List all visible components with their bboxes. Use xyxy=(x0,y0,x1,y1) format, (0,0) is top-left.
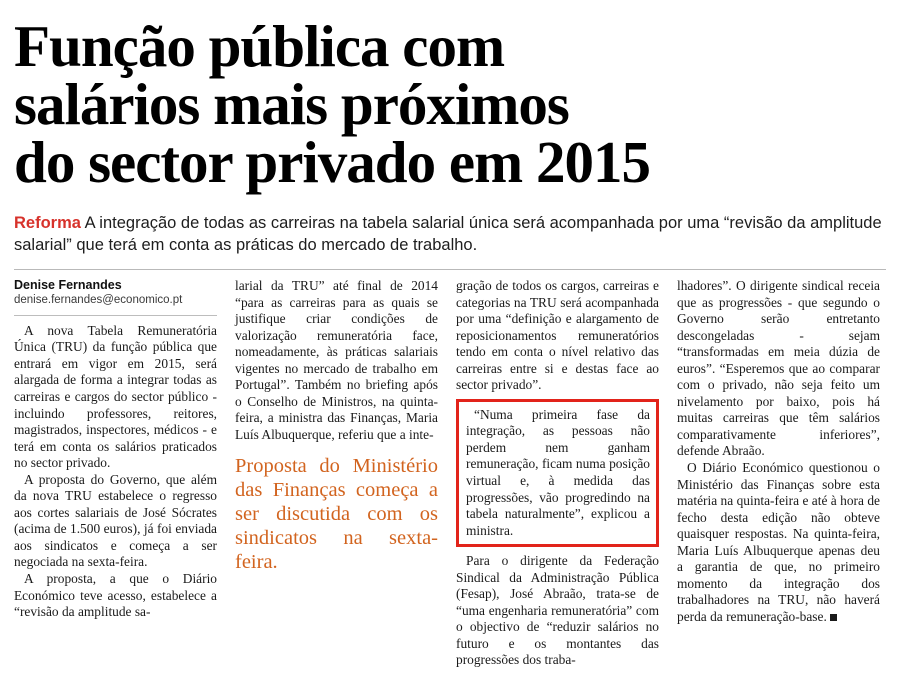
column-3 xyxy=(456,278,659,669)
standfirst-text: A integração de todas as carreiras na tabela salarial única será acompanhada por uma “revisão da amplitude salarial” que terá em conta as práticas do mercado de trabalho. xyxy=(14,214,882,255)
paragraph: larial da TRU” até final de 2014 “para as carreiras para as quais se justifique criar condições de valorização remuneratória face, nomeadamente, às práticas salariais vigentes no mercado de trabalho em Portugal”. Também no briefing após o Conselho de Ministros, na quinta-feira, a ministra das Finanças, Maria Luís Albuquerque, referiu que a inte- xyxy=(235,277,438,442)
pull-quote: Proposta do Ministério das Finanças começa a ser discutida com os sindicatos na sexta-feira. xyxy=(235,455,438,573)
byline-divider xyxy=(14,315,217,316)
headline-line-2: salários mais próximos xyxy=(14,70,569,137)
paragraph: A nova Tabela Remuneratória Única (TRU) da função pública que entrará em vigor em 2015, será alargada de forma a integrar todas as carreiras e cargos do sector público - incluindo professores, reitores, magistrados, inspectores, médicos - e terá em conta os salários praticados no sector privado. xyxy=(14,322,217,471)
highlighted-quote-box xyxy=(456,399,659,547)
column-4 xyxy=(677,278,880,669)
end-mark-icon xyxy=(830,614,837,621)
paragraph: A proposta do Governo, que além da nova TRU estabelece o regresso aos cortes salariais de José Sócrates (acima de 1.500 euros), já foi enviada aos sindicatos e começa a ser negociada na sexta-feira. xyxy=(14,471,217,570)
column-2 xyxy=(235,278,438,669)
standfirst xyxy=(14,213,886,257)
paragraph: A proposta, a que o Diário Económico teve acesso, estabelece a “revisão da amplitude sa- xyxy=(14,570,217,620)
page-title xyxy=(14,13,886,195)
byline-email[interactable]: denise.fernandes@economico.pt xyxy=(14,293,183,306)
byline-author: Denise Fernandes xyxy=(14,277,122,292)
paragraph-text: O Diário Económico questionou o Ministério das Finanças sobre esta matéria na quinta-feira e até à hora de fecho desta edição não obteve quaisquer respostas. Na quinta-feira, Maria Luís Albuquerque apenas deu a garantia de que, no primeiro momento da integração dos trabalhadores na TRU, não haverá perda da remuneração-base. xyxy=(677,459,880,624)
headline-line-3: do sector privado em 2015 xyxy=(14,128,650,195)
article-columns xyxy=(14,278,886,669)
paragraph: Para o dirigente da Federação Sindical da Administração Pública (Fesap), José Abraão, trata-se de “uma engenharia remuneratória” com o objectivo de “reduzir salários no futuro e os montantes das progressões dos traba- xyxy=(456,553,659,668)
kicker-label: Reforma xyxy=(14,214,81,233)
paragraph-final xyxy=(677,460,880,625)
paragraph: “Numa primeira fase da integração, as pessoas não perdem nem ganham remuneração, ficam numa posição virtual e, à medida das progressões, vão progredindo na tabela naturalmente”, explicou a ministra. xyxy=(466,406,650,538)
paragraph: lhadores”. O dirigente sindical receia que as progressões - que segundo o Governo serão entretanto descongeladas - sejam “transformadas em meia dúzia de euros”. “Esperemos que ao comparar com o privado, não seja feito um nivelamento por baixo, pois há muitas carreiras que têm salários comparativamente inferiores”, defende Abraão. xyxy=(677,277,880,459)
spacer xyxy=(456,394,659,397)
header-divider xyxy=(14,269,886,270)
headline-line-1: Função pública com xyxy=(14,13,505,79)
paragraph: gração de todos os cargos, carreiras e categorias na TRU será acompanhada por uma “definição e alargamento de reposicionamentos remuneratórios tendo em conta o nível relativo das carreiras entre si e destas face ao sector privado”. xyxy=(456,277,659,393)
column-1 xyxy=(14,278,217,669)
